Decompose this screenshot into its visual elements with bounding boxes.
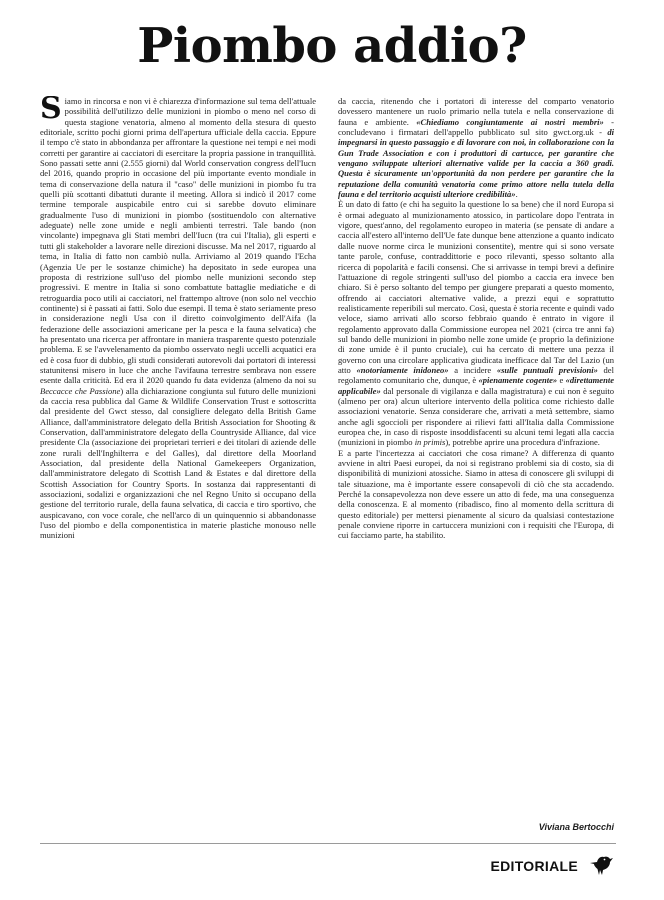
woodcock-logo-icon <box>588 853 614 877</box>
text-run: da caccia, ritenendo che i portatori di interesse del comparto venatorio dovessero mantenere un ruolo primario nella tutela e nella conservazione di fauna e ambiente. <box>338 96 614 127</box>
publication-title: Beccacce che Passione <box>40 385 121 396</box>
text-run: - concludevano i firmatari dell'appello pubblicato sul sito gwct.org.uk - <box>338 116 614 138</box>
text-run: E a parte l'incertezza ai cacciatori che cosa rimane? A differenza di quanto avviene in altri Paesi europei, da noi si registrano problemi sia di costo, sia di disponibilità di munizioni atossiche. Siamo in attesa di conoscere gli sviluppi di tale situazione, ma è importante essere consapevoli di ciò che sta accadendo. Perché la consapevolezza non deve essere un atto di fede, ma una conseguenza della conoscenza. E al momento (ribadisco, fino al momento della scrittura di questo editoriale) per mettersi pienamente al sicuro da qualsiasi contestazione penale conviene riporre in cartuccera munizioni con i requisiti che l'Europa, di cui facciamo parte, ha stabilito. <box>338 447 614 541</box>
article-paragraph <box>40 96 316 541</box>
text-run: ) alla dichiarazione congiunta sul futuro delle munizioni da caccia resa pubblica dal Game & Wildlife Conservation Trust e sottoscritta dal presidente del Gwct stesso, dal consigliere delegato della British Game Alliance, dall'amministratore delegato della British Association for Shooting & Conservation, dall'amministratore delegato della Countryside Alliance, dal vice presidente Cla (associazione dei proprietari terrieri e dei titolari di aziende delle zone rurali dell'Inghilterra e del Galles), dal direttore della Moorland Association, dal presidente della National Gamekeepers Organization, dall'amministratore delegato di Scottish Land & Estates e dal direttore della Scottish Association for Country Sports. In sostanza dai rappresentanti di associazioni, sodalizi e organizzazioni che nel Regno Unito si occupano della gestione del territorio rurale, della fauna selvatica, di caccia e tiro sportivo, che auspicavano, con voce corale, che nell'arco di un quinquennio si abbandonasse l'uso del piombo e della componentistica in materie plastiche monouso nelle munizioni <box>40 385 316 541</box>
text-run: . <box>515 189 518 200</box>
quote-emphasis: «Chiediamo congiuntamente ai nostri membri» <box>416 116 604 127</box>
page-title: Piombo addio? <box>137 18 527 74</box>
quote-emphasis: «pienamente cogente» <box>478 375 558 386</box>
text-run: del regolamento comunitario che, dunque, è <box>338 364 614 386</box>
footer-divider <box>40 843 616 844</box>
drop-cap: S <box>40 96 62 126</box>
article-column-left <box>40 96 316 836</box>
text-run: ), potrebbe aprire una procedura d'infrazione. <box>445 437 600 448</box>
author-signature: Viviana Bertocchi <box>538 822 614 832</box>
article-paragraph <box>338 448 614 541</box>
quote-emphasis: «direttamente applicabile» <box>338 375 614 396</box>
italic-phrase: in primis <box>414 437 446 448</box>
quote-emphasis: «notoriamente inidoneo» <box>356 364 449 375</box>
quote-emphasis: «sulle puntuali previsioni» <box>496 364 598 375</box>
text-run: iamo in rincorsa e non vi è chiarezza d'informazione sul tema dell'attuale possibilità dell'utilizzo delle munizioni in piombo o meno nel corso di questa stagione venatoria, almeno al momento della stesura di questo editoriale, scritto pochi giorni prima dell'apertura ufficiale della caccia. Eppure il tempo c'è stato in abbondanza per affrontare la questione nei tempi e nei modi corretti per garantire ai cacciatori di esercitare la propria passione in tranquillità. Sono passati sette anni (2.555 giorni) dal World conservation congress dell'Iucn del 2016, quando proprio in occasione del più importante evento mondiale in tema di conservazione della natura il "caso" delle munizioni in piombo fu tra quelli più scottanti dibattuti durante il meeting. Allora si indicò il 2017 come termine temporale auspicabile entro cui si sarebbe dovuto eliminare gradualmente l'uso di munizioni in piombo (sostituendolo con alternative adeguate) nelle zone umide e negli ambienti terrestri. Tale bando (non vincolante) impegnava gli Stati membri dell'Iucn (tra cui l'Italia), gli esperti e tutti gli stakeholder a lavorare nelle direzioni discusse. Ma nel 2017, riguardo al tema, in Italia di fatto non cambiò nulla. Arriviamo al 2019 quando l'Echa (Agenzia Ue per le sostanze chimiche) ha depositato in sede europea una proposta di restrizione sull'uso del piombo nelle munizioni secondo step progressivi. E mentre in Italia si sono combattute battaglie mediatiche e di retroguardia poco utili ai cacciatori, nel frattempo altrove (non solo nel vecchio continente) si è passati ai fatti. Solo due esempi. Il tema è stato seriamente preso in considerazione negli Usa con il diretto coinvolgimento dell'Aifa (la federazione delle associazioni americane per la pesca e la fauna selvatica) che ha presentato una ricerca per affrontare in maniera trasparente questo potenziale problema. E se l'avvelenamento da piombo osservato negli uccelli acquatici era ed è cosa fuor di dubbio, gli studi considerati autorevoli dai portatori di interessi statunitensi misero in luce che anche l'avifauna terrestre sembrava non essere esente dalla criticità. Ed era il 2020 quando fu data evidenza (almeno da noi su <box>40 96 316 386</box>
article-column-right <box>338 96 614 836</box>
quote-emphasis: di impegnarsi in questo passaggio e di lavorare con noi, in collaborazione con la Gun Trade Association e con i produttori di cartucce, per garantire che vengano sviluppate ulteriori alternative valide per la caccia a 360 gradi. Questa è sicuramente un'opportunità da non perdere per garantire che la reputazione della comunità venatoria come primo attore nella tutela della fauna e del territorio acquisti ulteriore credibilità» <box>338 127 614 200</box>
text-run: dal personale di vigilanza e dalla magistratura) e cui non è seguito (almeno per ora) alcun ulteriore intervento della politica come richiesto dalle associazioni venatorie. Senza considerare che, arrivati a metà settembre, siamo anche agli sgoccioli per rispondere ai rilievi fatti all'Italia dalla Commissione europea che, in caso di risposte insoddisfacenti su alcuni temi legati alla caccia (munizioni in piombo <box>338 385 614 448</box>
section-label: EDITORIALE <box>490 858 578 874</box>
text-run: È un dato di fatto (e chi ha seguito la questione lo sa bene) che il nord Europa si è ormai adeguato al munizionamento atossico, in particolare dopo l'entrata in vigore, quest'anno, del regolamento europeo in materia (se pensate di andare a caccia all'estero all'interno dell'Ue fate dunque bene attenzione a quanto indicato dalle nuove norme circa le munizioni consentite), mentre qui si sono versate tante parole, confuse, contraddittorie e poco rilevanti, spesso soltanto alla ricerca di popolarità e facili consensi. Che si arrivasse in tempi brevi a definire l'attuazione di regole stringenti sull'uso del piombo a caccia era invece ben chiaro. Si è perso soltanto del tempo per giungere preparati a questo momento, offrendo ai cacciatori alternative valide, a prezzi equi e soprattutto realisticamente reperibili sul mercato. Così, questa è storia recente e quindi vado veloce, siamo arrivati allo scorso febbraio quando è entrato in vigore il regolamento approvato dalla Commissione europea nel 2021 (circa tre anni fa) sul bando delle munizioni in piombo nelle zone umide (e proprio la definizione di zone umide è il punto cruciale), cui ha cercato di mettere una pezza il governo con una circolare applicativa giudicata inefficace dal Tar del Lazio (un atto <box>338 199 614 375</box>
text-run: a incidere <box>448 364 497 375</box>
article-paragraph <box>338 96 614 199</box>
text-run: e <box>557 375 566 386</box>
article-paragraph <box>338 199 614 447</box>
